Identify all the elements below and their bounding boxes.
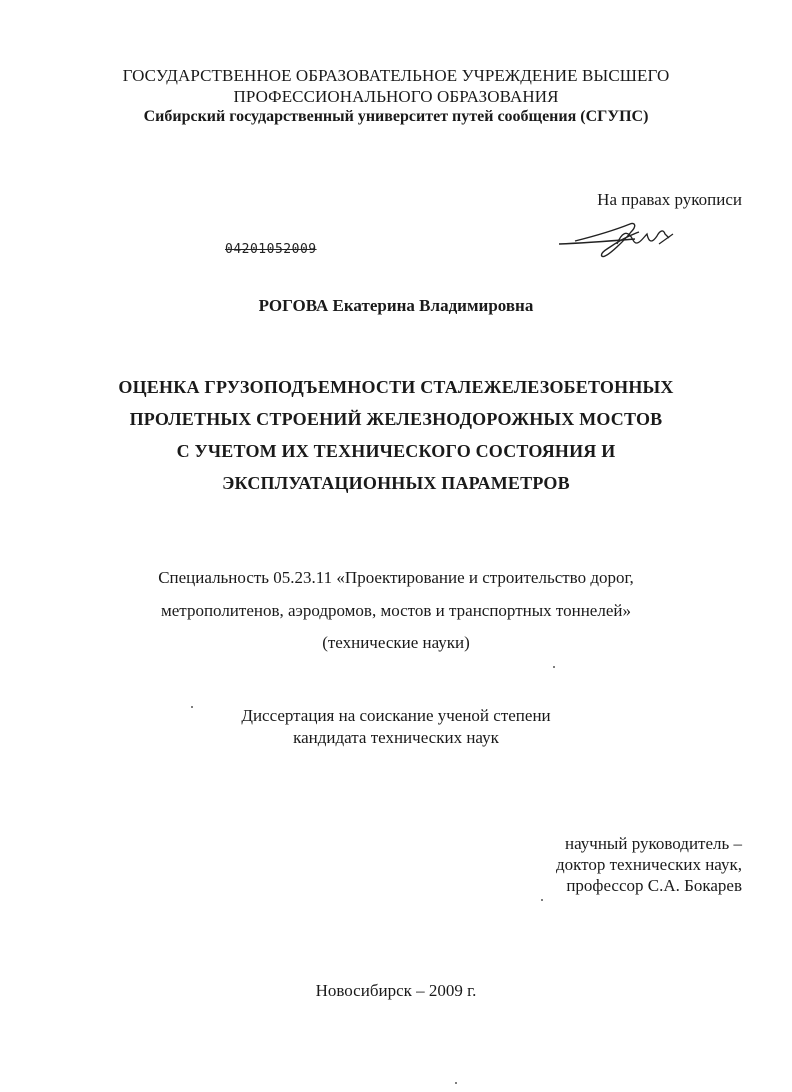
- university-name: Сибирский государственный университет путей сообщения (СГУПС): [143, 108, 649, 125]
- title-line-3: С УЧЕТОМ ИХ ТЕХНИЧЕСКОГО СОСТОЯНИЯ И: [176, 441, 616, 461]
- specialty-line-3: (технические науки): [322, 633, 470, 652]
- dissertation-line-1: Диссертация на соискание ученой степени: [241, 706, 551, 725]
- scan-speck: [455, 1082, 457, 1084]
- supervisor-line-2: доктор технических наук,: [555, 855, 742, 874]
- institution-line-1: ГОСУДАРСТВЕННОЕ ОБРАЗОВАТЕЛЬНОЕ УЧРЕЖДЕНИЕ ВЫСШЕГО: [122, 66, 670, 85]
- scan-speck: [553, 666, 555, 668]
- registration-number: 04201052009: [225, 242, 317, 257]
- title-line-4: ЭКСПЛУАТАЦИОННЫХ ПАРАМЕТРОВ: [222, 473, 570, 493]
- title-line-2: ПРОЛЕТНЫХ СТРОЕНИЙ ЖЕЛЕЗНОДОРОЖНЫХ МОСТОВ: [129, 409, 663, 429]
- institution-line-2: ПРОФЕССИОНАЛЬНОГО ОБРАЗОВАНИЯ: [233, 87, 559, 106]
- supervisor-line-3: профессор С.А. Бокарев: [566, 876, 742, 895]
- title-line-1: ОЦЕНКА ГРУЗОПОДЪЕМНОСТИ СТАЛЕЖЕЛЕЗОБЕТОННЫХ: [118, 377, 674, 397]
- scan-speck: [191, 706, 193, 708]
- scan-speck: [541, 899, 543, 901]
- author-name: РОГОВА Екатерина Владимировна: [258, 296, 534, 315]
- specialty-line-2: метрополитенов, аэродромов, мостов и транспортных тоннелей»: [161, 601, 631, 620]
- supervisor-line-1: научный руководитель –: [565, 834, 742, 853]
- rights-note: На правах рукописи: [597, 190, 742, 209]
- dissertation-line-2: кандидата технических наук: [293, 728, 499, 747]
- city-year: Новосибирск – 2009 г.: [315, 981, 477, 1000]
- signature: [555, 214, 685, 264]
- specialty-line-1: Специальность 05.23.11 «Проектирование и строительство дорог,: [158, 568, 634, 587]
